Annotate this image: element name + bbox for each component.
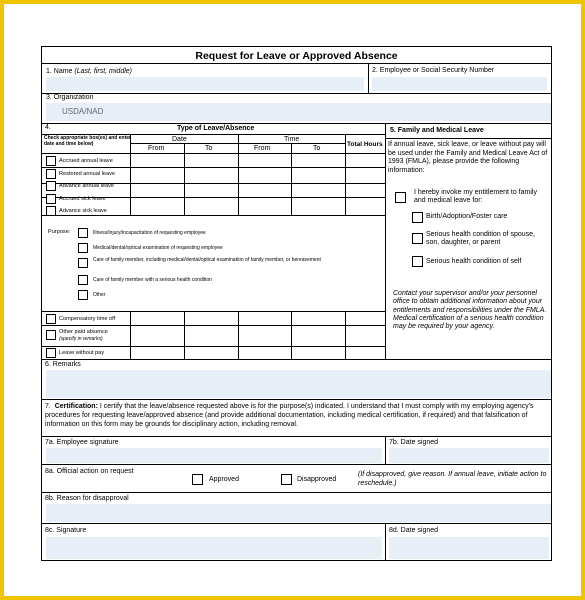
approved-label: Approved <box>209 476 239 483</box>
fmla-self-condition-checkbox[interactable] <box>412 256 423 267</box>
section-4-number: 4. <box>45 124 51 131</box>
organization-value: USDA/NAD <box>62 107 104 116</box>
type-of-leave-header: Type of Leave/Absence <box>177 125 255 132</box>
disapproved-checkbox[interactable] <box>281 474 292 485</box>
purpose-illness-checkbox[interactable] <box>78 228 88 238</box>
employee-number-field[interactable] <box>372 77 547 91</box>
purpose-other-label: Other <box>93 292 106 298</box>
official-action-label: 8a. Official action on request <box>45 468 134 475</box>
certification-text: 7. Certification: I certify that the leave/absence requested above is for the purpose(s) indicated. I understand that I must comply with my employing agency's procedures for requesting leave/approved absence (and provide additional documentation, including medical certification, if required) and that falsification of information on this form may be grounds for disciplinary action, including removal. <box>45 403 534 429</box>
accrued-sick-leave-label: Accrued sick leave <box>59 196 106 202</box>
fmla-family-condition-label: Serious health condition of spouse, son, daughter, or parent <box>426 231 535 247</box>
name-label: 1. Name (Last, first, middle) <box>46 68 132 75</box>
fmla-header: 5. Family and Medical Leave <box>390 127 484 134</box>
purpose-serious-condition-checkbox[interactable] <box>78 275 88 285</box>
time-from-header: From <box>254 145 271 152</box>
form-title: Request for Leave or Approved Absence <box>195 50 398 62</box>
official-signature-field[interactable] <box>46 537 382 559</box>
advance-annual-leave-checkbox[interactable] <box>46 181 56 191</box>
advance-annual-leave-label: Advance annual leave <box>59 183 115 189</box>
disapproved-label: Disapproved <box>297 476 337 483</box>
fmla-contact-note: Contact your supervisor and/or your personnel office to obtain additional information about your entitlements and responsibilities under the FMLA. Medical certification of a serious health condition may be required by your agency. <box>393 290 547 330</box>
invoke-fmla-checkbox[interactable] <box>395 192 406 203</box>
approved-checkbox[interactable] <box>192 474 203 485</box>
time-header: Time <box>284 136 300 143</box>
fmla-birth-adoption-label: Birth/Adoption/Foster care <box>426 213 508 220</box>
advance-sick-leave-label: Advance sick leave <box>59 208 107 214</box>
fmla-family-condition-checkbox[interactable] <box>412 233 423 244</box>
employee-signature-field[interactable] <box>46 448 382 463</box>
leave-without-pay-checkbox[interactable] <box>46 348 56 358</box>
disapproval-reason-field[interactable] <box>46 504 551 522</box>
disapproval-reason-label: 8b. Reason for disapproval <box>45 495 129 502</box>
purpose-label: Purpose: <box>48 229 71 235</box>
date-signed-7b-label: 7b. Date signed <box>389 439 439 446</box>
fmla-birth-adoption-checkbox[interactable] <box>412 212 423 223</box>
employee-signature-label: 7a. Employee signature <box>45 439 119 446</box>
restored-annual-leave-label: Restored annual leave <box>59 171 115 177</box>
organization-field[interactable] <box>46 103 551 121</box>
employee-number-label: 2. Employee or Social Security Number <box>372 67 495 74</box>
purpose-other-checkbox[interactable] <box>78 290 88 300</box>
other-paid-absence-label: Other paid absence <box>59 329 108 335</box>
date-header: Date <box>172 136 187 143</box>
date-signed-8d-field[interactable] <box>389 537 549 559</box>
invoke-fmla-label: I hereby invoke my entitlement to family and medical leave for: <box>414 189 537 205</box>
accrued-sick-leave-checkbox[interactable] <box>46 194 56 204</box>
purpose-serious-condition-label: Care of family member with a serious health condition <box>93 277 212 283</box>
name-field[interactable] <box>46 77 364 91</box>
advance-sick-leave-checkbox[interactable] <box>46 206 56 216</box>
date-from-header: From <box>148 145 165 152</box>
organization-label: 3. Organization <box>46 94 94 101</box>
accrued-annual-leave-checkbox[interactable] <box>46 156 56 166</box>
comp-time-label: Compensatory time off <box>59 316 116 322</box>
purpose-family-care-checkbox[interactable] <box>78 258 88 268</box>
purpose-illness-label: Illness/injury/incapacitation of requesting employee <box>93 230 206 236</box>
restored-annual-leave-checkbox[interactable] <box>46 169 56 179</box>
check-instructions: Check appropriate box(es) and enter date and time below) <box>44 135 131 147</box>
purpose-medical-exam-checkbox[interactable] <box>78 243 88 253</box>
purpose-medical-exam-label: Medical/dental/optical examination of requesting employee <box>93 245 223 251</box>
disapproval-instructions: (If disapproved, give reason. If annual leave, initiate action to reschedule.) <box>358 471 547 487</box>
leave-without-pay-label: Leave without pay <box>59 350 105 356</box>
fmla-intro: If annual leave, sick leave, or leave without pay will be used under the Family and Medical Leave Act of 1993 (FMLA), please provide the following information: <box>388 141 548 174</box>
form-sheet <box>4 4 581 596</box>
date-to-header: To <box>205 145 213 152</box>
other-paid-absence-checkbox[interactable] <box>46 330 56 340</box>
purpose-family-care-label: Care of family member, including medical/dental/optical examination of family member, or bereavement <box>93 257 321 263</box>
official-signature-label: 8c. Signature <box>45 527 87 534</box>
date-signed-8d-label: 8d. Date signed <box>389 527 439 534</box>
total-hours-header: Total Hours <box>347 141 383 148</box>
fmla-self-condition-label: Serious health condition of self <box>426 258 522 265</box>
time-to-header: To <box>313 145 321 152</box>
remarks-label: 6. Remarks <box>45 361 81 368</box>
other-paid-absence-note: (specify in remarks) <box>59 336 103 342</box>
accrued-annual-leave-label: Accrued annual leave <box>59 158 113 164</box>
date-signed-7b-field[interactable] <box>389 448 549 463</box>
leave-request-form <box>41 46 552 561</box>
comp-time-checkbox[interactable] <box>46 314 56 324</box>
remarks-field[interactable] <box>46 370 551 398</box>
